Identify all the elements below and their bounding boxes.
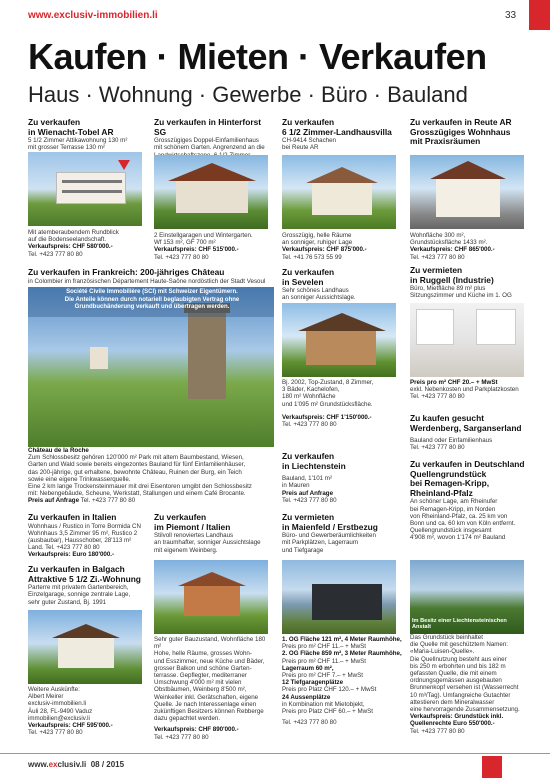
ad-text: Eine 2 km lange Trockensteinmauer mit drei Eisentoren umgibt den Schlossbesitz	[28, 483, 252, 491]
footer-url-part[interactable]: clusiv.li	[57, 760, 87, 769]
ad-text: 180 m² Wohnfläche	[282, 393, 336, 401]
page-number: 33	[505, 10, 517, 21]
ad-reute-details	[410, 232, 528, 268]
ad-text: Bauland oder Einfamilienhaus	[410, 437, 493, 445]
ad-text: Bj. 2002, Top-Zustand, 8 Zimmer,	[282, 379, 374, 386]
ad-text: Land. Tel. +423 777 80 80	[28, 544, 100, 552]
ad-price: Verkaufspreis: CHF 580'000.-	[28, 243, 113, 251]
ad-price: Preis auf Anfrage	[282, 489, 334, 497]
ad-text: Bonn und ca. 60 km von Köln entfernt.	[410, 519, 516, 527]
ad-landhausvilla-details	[282, 232, 402, 268]
ad-text: mit grosser Terrasse 130 m²	[28, 144, 105, 152]
ad-phone: Tel. +423 777 80 80	[28, 729, 83, 737]
ad-text: 10 m³/Tag). Umfangreiche Gutachter	[410, 691, 511, 699]
ad-text: mit: Nebengebäude, Scheune, Werkstatt, Stallungen und einem Café Brocante.	[28, 490, 246, 498]
photo-villa	[282, 155, 396, 229]
ad-price: Verkaufspreis: CHF 595'000.-	[28, 722, 113, 730]
ad-title: Zu verkaufen	[282, 118, 335, 127]
ad-phone: Tel. +423 777 80 80	[410, 444, 465, 452]
footer-info	[28, 760, 124, 769]
ad-title: Zu verkaufen	[282, 268, 335, 277]
ad-text: Grundstücksfläche 1433 m².	[410, 239, 488, 247]
ad-price: Verkaufspreis: CHF 890'000.-	[154, 726, 239, 734]
ad-title: Zu verkaufen	[154, 513, 207, 522]
ad-hinterforst-details	[154, 232, 274, 268]
ad-deutschland	[410, 460, 528, 560]
ad-price: Preis auf Anfrage	[28, 497, 80, 505]
ad-title: Zu verkaufen in Frankreich: 200-jähriges Château	[28, 268, 225, 277]
ad-text: Hohe, helle Räume, grosses Wohn-	[154, 650, 252, 658]
ad-price: Verkaufspreis: CHF 875'000.-	[282, 246, 367, 254]
photo-office-interior	[410, 303, 524, 377]
ad-ruggell-details	[410, 379, 528, 415]
ad-text: Wohnhaus 3,5 Zimmer 95 m², Rustico 2	[28, 529, 138, 537]
ad-text: Büro, Mietfläche 89 m² plus	[410, 285, 486, 293]
ad-text: Das Grundstück beinhaltet	[410, 634, 483, 641]
page-corner-accent	[529, 0, 550, 30]
ad-title: Zu verkaufen in Balgach	[28, 565, 125, 574]
ad-title: in Ruggell (Industrie)	[410, 274, 494, 285]
ad-text: zukünftigen Besitzers können Rebberge	[154, 708, 264, 716]
ad-landhausvilla	[282, 118, 402, 158]
page-title: Kaufen · Mieten · Verkaufen	[28, 36, 487, 77]
ad-text: Lagerraum 60 m²,	[282, 664, 334, 672]
ad-title: im Piemont / Italien	[154, 521, 231, 532]
footer-issue: 08 / 2015	[90, 760, 125, 769]
ad-text: 24 Aussenplätze	[282, 693, 331, 701]
ad-text: Sitzungszimmer und Küche im 1. OG	[410, 292, 512, 300]
ad-text: auf die Bodenseelandschaft.	[28, 236, 107, 244]
photo-modern-building	[282, 560, 396, 634]
ad-text: Bauland, 1'101 m²	[282, 475, 333, 483]
ad-text: Wohnhaus / Rustico in Torre Bormida CN	[28, 522, 141, 530]
ad-title: Zu verkaufen in Hinterforst SG	[154, 118, 262, 137]
ad-text: bei Remagen-Kripp, im Norden	[410, 505, 496, 513]
ad-text: exclusiv-immobilien.li	[28, 700, 87, 708]
chateau-overlay-text: Grundbuchänderung verkauft und übertragen werden.	[74, 304, 230, 310]
ad-title: in Wienacht-Tobel AR	[28, 126, 114, 137]
ad-text: eine hervorragende Zusammensetzung.	[410, 706, 520, 714]
ad-text: gefassten Quelle, die mit einem	[410, 670, 497, 678]
ad-text: dazu gepachtet werden.	[154, 715, 221, 723]
ad-text: Quelle. Je nach Interessenlage einen	[154, 700, 257, 708]
ad-text: «Maria-Luisen-Quelle».	[410, 648, 475, 656]
ad-chateau-details	[28, 447, 274, 511]
ad-text: Büro- und Gewerberäumlichkeiten	[282, 532, 376, 540]
ad-title: Zu verkaufen	[282, 452, 335, 461]
ad-phone: Tel. +423 777 80 80	[28, 250, 83, 258]
chateau-overlay-text: Die Anteile können durch notariell beglaubigten Vertrag ohne	[64, 296, 240, 303]
ad-text: Albert Meirer	[28, 693, 64, 701]
ad-text: 5 1/2 Zimmer Attikawohnung 130 m²	[28, 137, 128, 145]
ad-price: Verkaufspreis: Euro 180'000.-	[28, 551, 115, 559]
ad-price: Verkaufspreis: CHF 865'000.-	[410, 246, 495, 254]
ad-title: Zu vermieten	[282, 513, 335, 522]
ad-text: in Mauren	[282, 482, 310, 490]
ad-text: 1. OG Fläche 121 m², 4 Meter Raumhöhe,	[282, 636, 402, 643]
ad-title: Zu verkaufen in Deutschland	[410, 460, 525, 469]
ad-text: Quellengrundstück insgesamt	[410, 527, 492, 535]
ad-text: (ausbaubar), Hausschober, 28'113 m²	[28, 537, 132, 544]
ad-italien	[28, 513, 148, 565]
ad-title: bei Remagen-Kripp,	[410, 478, 490, 489]
ad-phone: Tel. +423 777 80 80	[282, 421, 337, 429]
ad-text: Preis pro m² CHF 7.– + MwSt	[282, 672, 363, 680]
ad-text: An schöner Lage, am Rheinufer	[410, 498, 498, 506]
ad-text: attestieren dem Mineralwasser	[410, 698, 495, 706]
ad-title: Zu verkaufen in Reute AR	[410, 118, 512, 127]
ad-text: 3 Bäder, Kachelofen,	[282, 386, 340, 394]
ad-text: in Colombier im französischen Département Haute-Saône nordöstlich der Stadt Vesoul	[28, 277, 266, 285]
ad-text: Preis pro m² CHF 11.– + MwSt	[282, 643, 366, 651]
ad-title: in Liechtenstein	[282, 460, 346, 471]
ad-text: Grosszügig, helle Räume	[282, 232, 352, 239]
ad-text: und Tiefgarage	[282, 546, 324, 554]
ad-text: Wf 153 m², GF 700 m²	[154, 239, 216, 247]
ad-text: an sonniger Aussichtslage.	[282, 294, 356, 302]
ad-text: Sehr schönes Landhaus	[282, 287, 349, 295]
ad-text: mit schönem Garten. Angrenzend an die	[154, 144, 265, 152]
ad-text: mit eigenem Weinberg.	[154, 546, 218, 554]
ad-phone: Tel. +423 777 80 80	[282, 719, 337, 727]
site-url[interactable]: www.exclusiv-immobilien.li	[28, 10, 158, 21]
photo-caption: Château de la Roche	[28, 447, 89, 454]
ad-text: die Quelle mit geschütztem Namen:	[410, 641, 509, 649]
ad-ruggell	[410, 266, 528, 306]
ad-text: in Kombination mit Mietobjekt,	[282, 700, 365, 708]
photo-double-house	[154, 155, 268, 229]
ad-phone: Tel. +423 777 80 80	[80, 497, 136, 505]
ad-reute	[410, 118, 528, 158]
ad-maienfeld-details	[282, 636, 402, 752]
ad-text: Wohnfläche 300 m²,	[410, 232, 466, 239]
ad-phone: Tel. +423 777 80 80	[282, 496, 337, 504]
page-subtitle: Haus · Wohnung · Gewerbe · Büro · Bauland	[28, 82, 468, 107]
ad-title: Grosszügiges Wohnhaus	[410, 126, 511, 137]
ad-title: mit Praxisräumen	[410, 136, 481, 147]
ad-title: 6 1/2 Zimmer-Landhausvilla	[282, 126, 392, 137]
ad-price: Quellenrechte Euro 550'000.-	[410, 720, 495, 728]
ad-balgach	[28, 565, 148, 609]
ad-text: ordnungsgemässen ausgebauten	[410, 677, 502, 685]
ad-price: Verkaufspreis: Grundstück inkl.	[410, 713, 504, 721]
ad-phone: Tel. +423 777 80 80	[410, 727, 465, 735]
ad-title: in Sevelen	[282, 276, 324, 287]
ad-title: in Maienfeld / Erstbezug	[282, 521, 378, 532]
ad-text: terrasse. Gepflegter, mediterraner	[154, 672, 247, 680]
ad-text: das 200-jährige, gut erhaltene, bewohnte Château, Ruinen der Burg, ein Teich	[28, 468, 242, 476]
photo-wohnhaus	[410, 155, 524, 229]
ad-text: grosser Balkon und schöne Garten-	[154, 664, 252, 672]
ad-text: Umschwung 4'000 m² mit vielen	[154, 679, 242, 687]
photo-balgach-house	[28, 610, 142, 684]
ad-title: Zu verkaufen	[28, 118, 81, 127]
ad-liechtenstein	[282, 452, 402, 510]
ad-title: Werdenberg, Sarganserland	[410, 422, 522, 433]
footer-accent	[482, 756, 502, 778]
contact-email[interactable]: immobilien@exclusiv.li	[28, 714, 90, 722]
ad-text: 2. OG Fläche 859 m², 3 Meter Raumhöhe,	[282, 650, 402, 658]
ad-text: sehr guter Zustand, Bj. 1991	[28, 598, 107, 606]
ad-phone: Tel. +41 76 573 55 99	[282, 253, 342, 261]
ad-text: 12 Tiefgaragenplätze	[282, 679, 344, 687]
footer-url-part[interactable]: www.	[28, 760, 49, 769]
ad-text: bei Reute AR	[282, 144, 319, 152]
ad-text: 2 Einstellgaragen und Wintergarten.	[154, 232, 253, 239]
ad-text: bis 250 m erbohrten und bis 182 m	[410, 662, 506, 670]
photo-chateau	[28, 287, 274, 447]
ad-phone: Tel. +423 777 80 80	[410, 253, 465, 261]
ad-text: Stilvoll renoviertes Landhaus	[154, 532, 234, 540]
ad-text: Einzelgarage, sonnige zentrale Lage,	[28, 591, 131, 599]
chateau-overlay-text: Société Civile Immobilière (SCI) mit Schweizer Eigentümern.	[66, 289, 238, 295]
ad-phone: Tel. +423 777 80 80	[154, 253, 209, 261]
ad-title: Zu kaufen gesucht	[410, 414, 484, 423]
ad-text: mit Parkplätzen, Lagerraum	[282, 539, 359, 547]
ad-phone: Tel. +423 777 80 80	[154, 733, 209, 741]
ad-price: Verkaufspreis: CHF 1'150'000.-	[282, 413, 372, 421]
photo-landhaus-sevelen	[282, 303, 396, 377]
ad-text: von Rheinland-Pfalz, ca. 25 km von	[410, 512, 508, 520]
ad-text: sowie eine eigene Trinkwasserquelle.	[28, 475, 131, 483]
ad-title: Attraktive 5 1/2 Zi.-Wohnung	[28, 573, 141, 584]
ad-text: an sonniger, ruhiger Lage	[282, 239, 353, 247]
ad-maienfeld	[282, 513, 402, 559]
ad-title: Quellengrundstück	[410, 468, 487, 479]
ad-text: Preis pro Platz CHF 60.– + MwSt	[282, 708, 373, 716]
ad-balgach-details	[28, 686, 148, 750]
ad-text: Grosszügiges Doppel-Einfamilienhaus	[154, 137, 259, 145]
ad-title: Zu verkaufen in Italien	[28, 513, 117, 522]
ad-sevelen-details	[282, 379, 402, 445]
ad-text: und Esszimmer, neue Küche und Bäder,	[154, 657, 265, 665]
ad-text: Weitere Auskünfte:	[28, 686, 80, 693]
ad-text: Preis pro m² CHF 11.– + MwSt	[282, 657, 366, 665]
ad-text: Die Quellnutzung besteht aus einer	[410, 655, 507, 663]
ad-phone: Tel. +423 777 80 80	[410, 393, 465, 401]
ad-text: Preis pro Platz CHF 120.– + MwSt	[282, 686, 377, 694]
ad-text: Garten und Wald sowie bereits eingezontes Bauland für fünf Einfamilienhäuser,	[28, 461, 246, 469]
footer-url-part[interactable]: ex	[48, 760, 58, 769]
ad-text: Parterre mit privatem Gartenbereich,	[28, 584, 129, 592]
ad-text: Brunnenkopf versehen ist (Wasserrecht	[410, 684, 519, 692]
ad-price: Verkaufspreis: CHF 515'000.-	[154, 246, 239, 254]
ad-piemont	[154, 513, 274, 563]
ad-piemont-details	[154, 636, 274, 752]
footer-divider	[0, 753, 550, 754]
ad-deutschland-details	[410, 634, 528, 752]
photo-rhine-landscape	[410, 560, 524, 634]
ad-text: und 1'095 m² Grundstücksfläche.	[282, 400, 373, 408]
ad-text: exkl. Nebenkosten und Parkplatzkosten	[410, 386, 519, 394]
ad-title: Zu vermieten	[410, 266, 463, 275]
ad-text: Mit atemberaubendem Rundblick	[28, 229, 119, 236]
ad-text: an traumhafter, sonniger Aussichtslage	[154, 539, 261, 547]
ad-hinterforst	[154, 118, 274, 158]
ad-text: Zum Schlossbesitz gehören 120'000 m² Park mit altem Baumbestand, Wiesen,	[28, 454, 244, 462]
ad-text: CH-9414 Schachen	[282, 137, 337, 145]
ad-text: Sehr guter Bauzustand, Wohnfläche 180 m²	[154, 636, 266, 651]
ad-text: Weinkeller inkl. Gerätschaften, eigene	[154, 693, 259, 701]
ad-sevelen	[282, 268, 402, 304]
ad-wienacht-details	[28, 229, 146, 269]
ad-text: 4'908 m², wovon 1'174 m² Bauland	[410, 534, 506, 542]
ad-title: Rheinland-Pfalz	[410, 487, 473, 498]
photo-overlay-text: Im Besitz einer Liechtensteinischen Anstalt	[412, 618, 507, 630]
photo-apartment-building	[28, 152, 142, 226]
ad-price: Preis pro m² CHF 20.– + MwSt	[410, 379, 498, 386]
photo-piemont-country-house	[154, 560, 268, 634]
ad-text: Obstbäumen, Weinberg 8'500 m²,	[154, 686, 247, 694]
ad-werdenberg	[410, 414, 528, 458]
ad-text: Äuli 28, FL-9490 Vaduz	[28, 707, 93, 715]
